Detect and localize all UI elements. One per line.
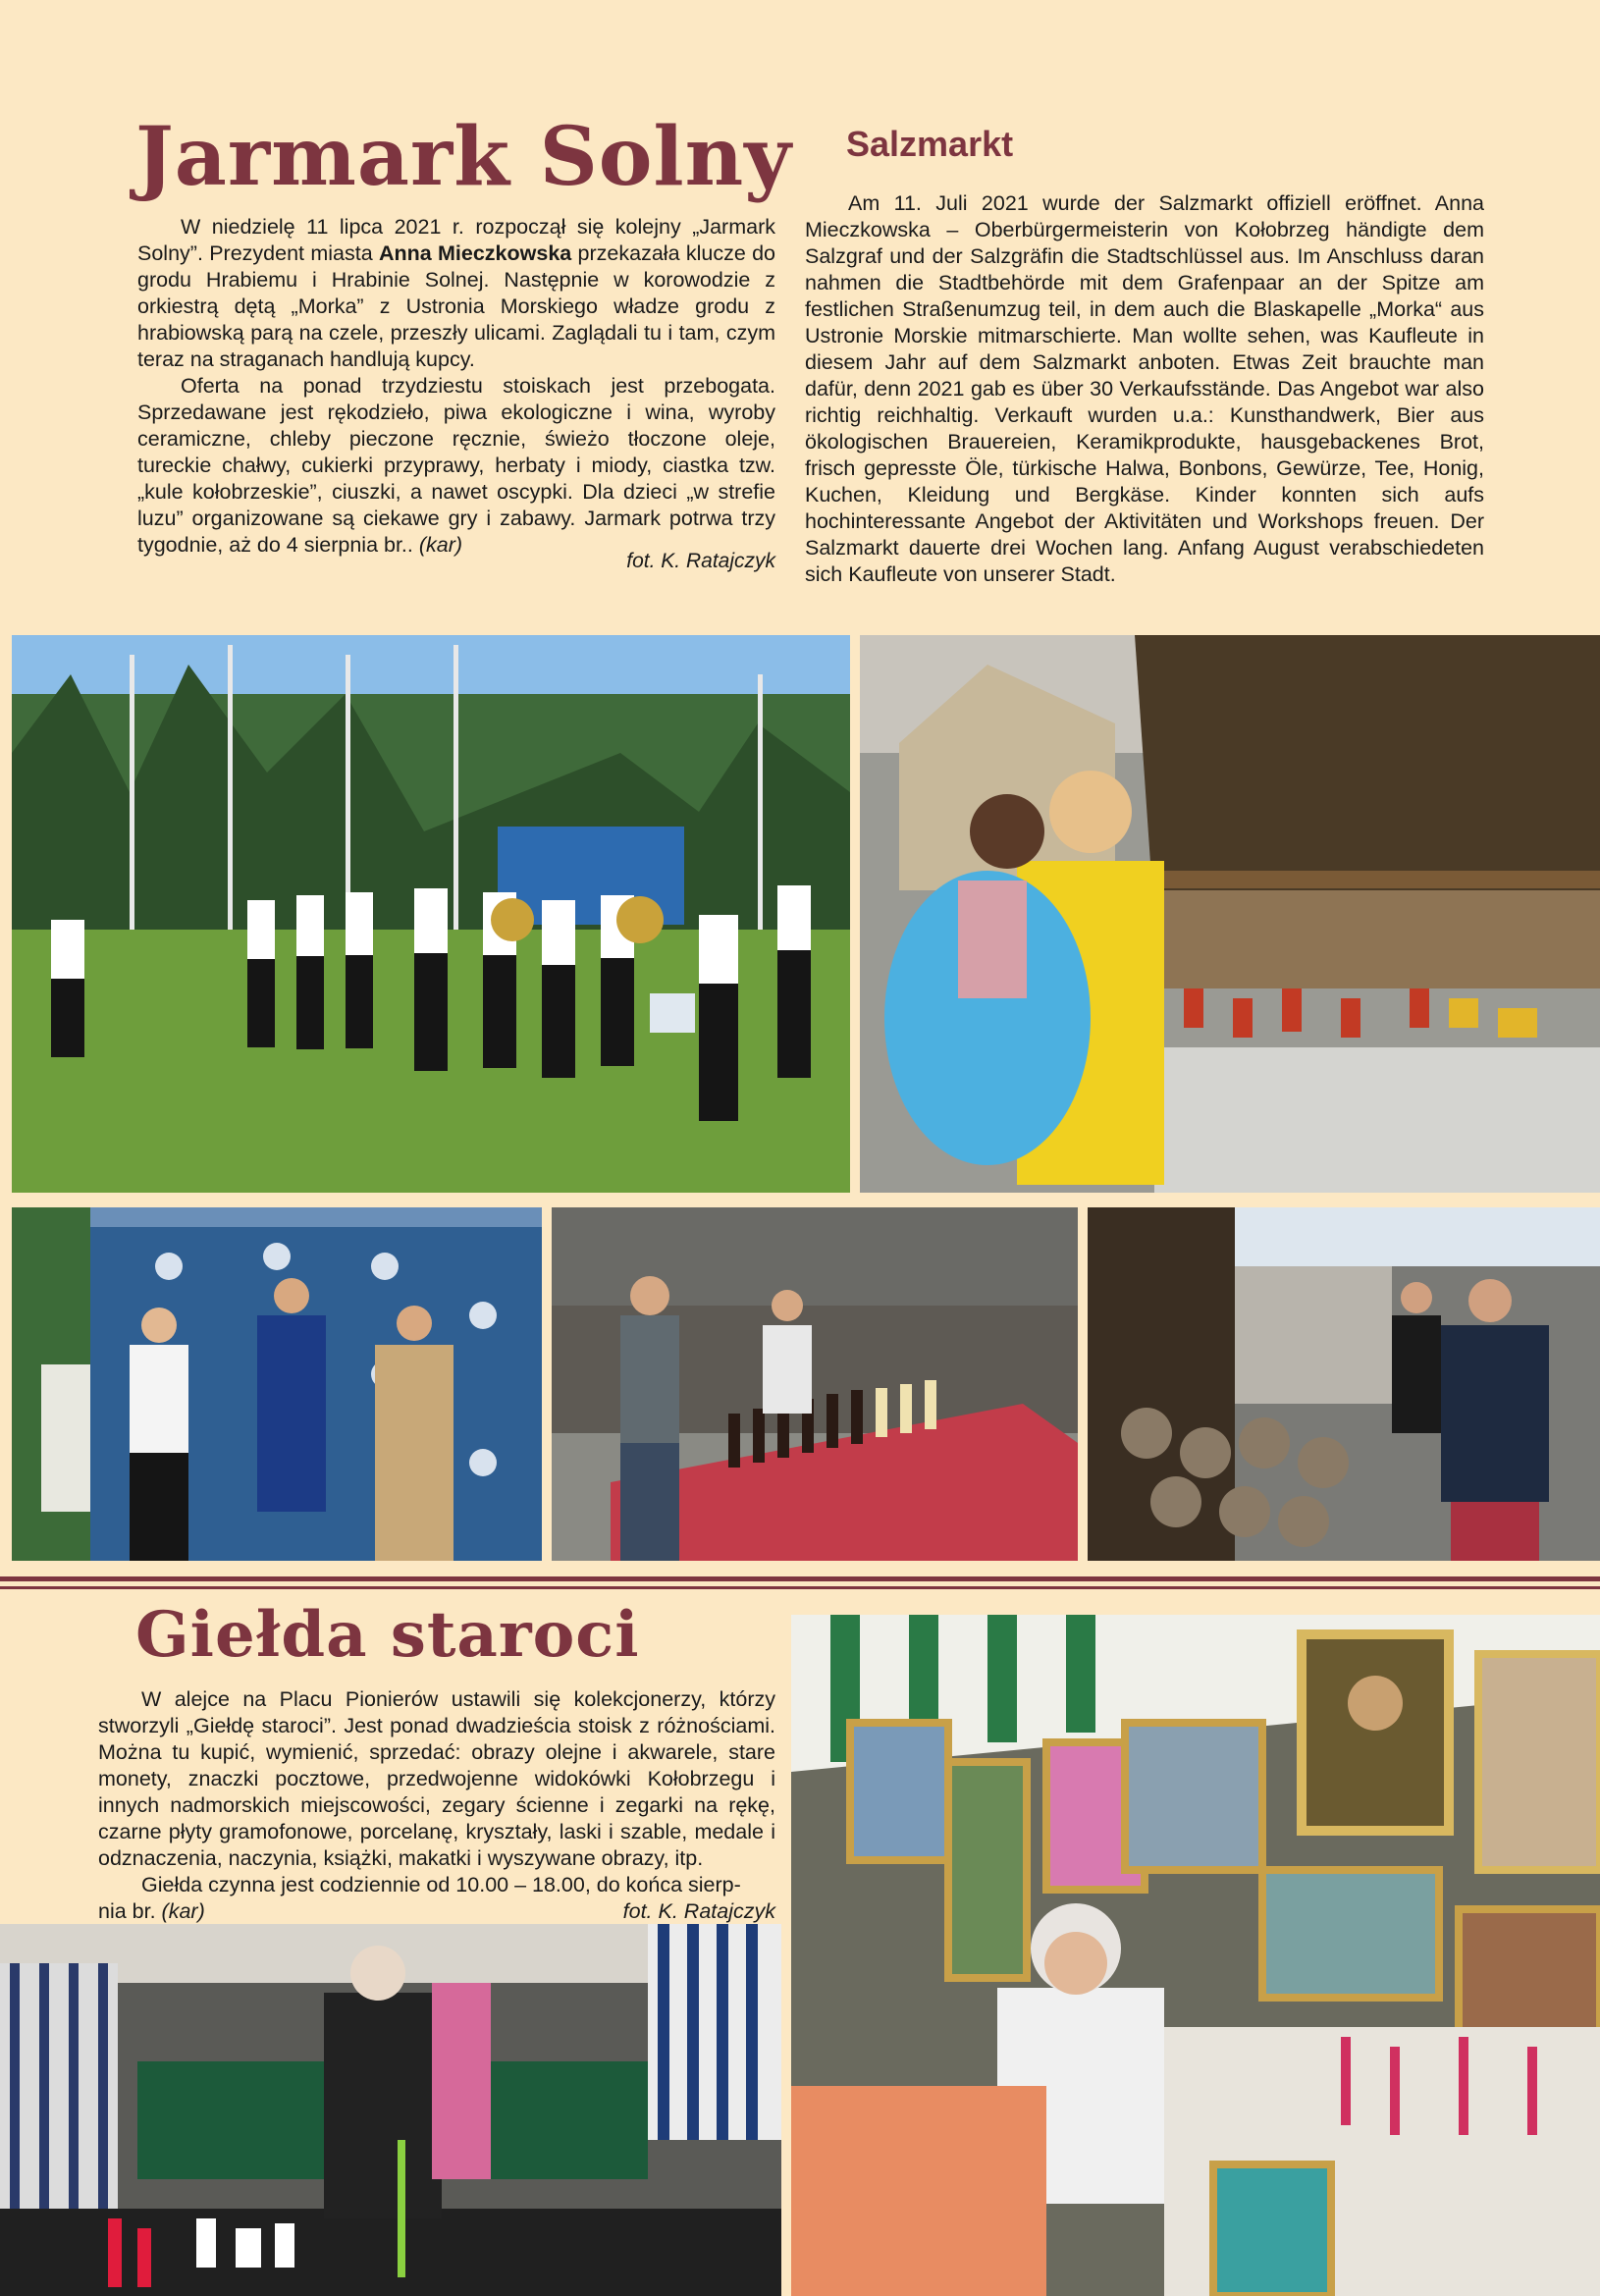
photo-ceramics-stall [1088,1207,1600,1561]
photo-credit: fot. K. Ratajczyk [626,550,775,572]
paragraph: W alejce na Placu Pionierów ustawili się kolekcjonerzy, którzy stworzyli „Giełdę staroci”. Jest ponad dwadzieścia stoisk z różnościami. Można tu kupić, wymienić, sprzedać: obrazy olejne i akwarele, stare monety, znaczki pocztowe, przedwojenne widokówki Kołobrzegu i innych nadmorskich miejscowości, zegary ścienne i zegarki na rękę, czarne płyty gramofonowe, porcelanę, kryształy, laski i szable, medale i odznaczenia, naczynia, książki, makatki i wyszywane obrazy, itp. [98,1687,775,1870]
section-divider [0,1576,1600,1581]
article-title-jarmark: Jarmark Solny [135,110,792,204]
author-signature: (kar) [418,533,463,557]
article-body-jarmark [137,214,775,559]
text: W niedzielę 11 lipca 2021 r. rozpoczął się kolejny „Jarmark Solny”. Prezydent miasta [137,215,775,265]
article-body-salzmarkt [805,190,1484,588]
photo-painting-stall [791,1615,1600,2296]
photo-market-stall-food [860,635,1600,1193]
text: Oferta na ponad trzydziestu stoiskach jest przebogata. Sprzedawane jest rękodzieło, piwa ekologiczne i wina, wyroby ceramiczne, chleby pieczone ręcznie, świeżo tłoczone oleje, tureckie chałwy, cukierki przyprawy, herbaty i miody, ciastka tzw. „kule kołobrzeskie”, ciuszki, a nawet oscypki. Dla dzieci „w strefie luzu” organizowane są ciekawe gry i zabawy. Jarmark potrwa trzy tygodnie, aż do 4 sierpnia br.. [137,374,775,557]
photo-credit: fot. K. Ratajczyk [622,1899,775,1923]
author-signature: (kar) [161,1899,205,1923]
section-divider [0,1586,1600,1589]
paragraph: Giełda czynna jest codziennie od 10.00 – 18.00, do końca sierp- [141,1873,741,1896]
photo-officials-count [12,1207,542,1561]
article-title-salzmarkt: Salzmarkt [846,124,1014,164]
photo-brass-band [12,635,850,1193]
text: nia br. [98,1899,162,1923]
article-body-gielda [98,1686,775,1925]
text: przekazała klucze do grodu Hrabiemu i Hrabinie Solnej. Następnie w korowodzie z orkiestrą dętą „Morka” z Ustronia Morskiego władze grodu z hrabiowską parą na czele, przeszły ulicami. Zaglądali tu i tam, czym teraz na straganach handlują kupcy. [137,241,775,371]
paragraph-end [98,1898,775,1925]
article-title-gielda: Giełda staroci [135,1598,640,1672]
paragraph [137,214,775,373]
person-name: Anna Mieczkowska [378,241,572,265]
photo-antiques-glassware [0,1924,781,2296]
paragraph [137,373,775,559]
photo-wine-stall [552,1207,1078,1561]
paragraph: Am 11. Juli 2021 wurde der Salzmarkt offiziell eröffnet. Anna Mieczkowska – Oberbürgermeisterin von Kołobrzeg händigte dem Salzgraf und der Salzgräfin die Stadtschlüssel aus. Im Anschluss daran nahmen die Stadtbehörde mit dem Grafenpaar an der Spitze am festlichen Straßenumzug teil, in dem auch die Blaskapelle „Morka“ aus Ustronie Morskie mitmarschierte. Man wollte sehen, was Kaufleute in diesem Jahr auf dem Salzmarkt anboten. Etwas Zeit brauchte man dafür, denn 2021 gab es über 30 Verkaufsstände. Das Angebot war also richtig reichhaltig. Verkauft wurden u.a.: Kunsthandwerk, Bier aus ökologischen Brauereien, Keramikprodukte, hausgebackenes Brot, frisch gepresste Öle, türkische Halwa, Bonbons, Gewürze, Tee, Honig, Kuchen, Kleidung und Bergkäse. Kinder konnten sich aufs hochinteressante Angebot der Aktivitäten und Workshops freuen. Der Salzmarkt dauerte drei Wochen lang. Anfang August verabschiedeten sich Kaufleute von unserer Stadt. [805,191,1484,586]
